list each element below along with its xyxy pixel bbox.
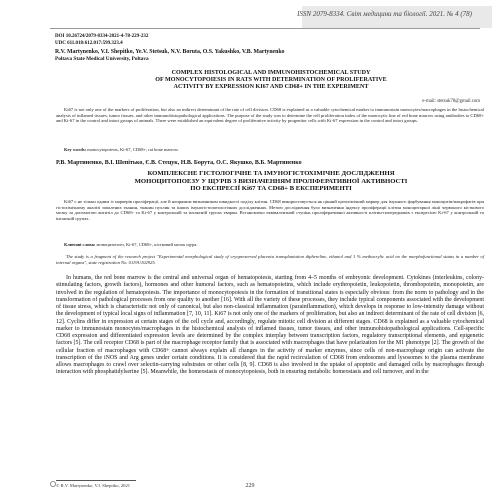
page-number: 229	[245, 483, 255, 489]
copyright: © R.V. Martynenko, V.I. Shepitko, 2021	[56, 483, 131, 488]
header-rule	[50, 28, 480, 29]
english-keywords-label: Key words:	[64, 147, 87, 152]
footer-rule	[56, 480, 136, 481]
ukrainian-keywords-label: Ключові слова:	[64, 242, 96, 247]
ukrainian-title-line: МОНОЦИТОПОЕЗУ У ЩУРІВ З ВИЗНАЧЕННЯМ ПРОЛІФЕРАТИВНОЇ АКТИВНОСТІ	[134, 177, 408, 185]
udc: UDC 611.018:612.017:599.323.4	[55, 41, 123, 46]
ukrainian-keywords	[64, 242, 197, 247]
funding-note	[56, 254, 484, 265]
ukrainian-abstract-text: Ki67 є не тільки одним із маркерів проліферації, але й непрямим визначником швидкості поділу клітин. CD68 використовується як цінний цитохімічний маркер для імунного фарбування моноцитів/макрофагів при гістохімічному аналізі запалених тканин, тканин пухлин та інших імуногістопатологічних дослідженнях. Метою дослідження було визначення індексу проліферації клітин моноцитарної лінії червоного кісткового мозку за допомогою антитіл до CD68+ та Ki-67 у контрольній та інтактній групах тварин. Встановлено еквівалентний ступінь проліферативної активності клітин-попередників з експресією Ki-67 у контрольній та інтактній групах.	[56, 199, 484, 222]
funding-text: The study is a fragment of the research project "Experimental morphological study of cryopreserved placenta transplantation diphereline, ethanol and 1 % methacrylic acid on the morphofunctional status in a number of internal organs", state registration No. 0119U102925.	[56, 254, 484, 265]
english-title	[56, 70, 486, 92]
english-keywords	[64, 147, 179, 152]
doi: DOI 10.26724/2079-8334-2021-4-78-229-232	[55, 34, 149, 39]
body-text	[56, 275, 484, 377]
english-abstract-text: Ki67 is not only one of the markers of proliferation, but also an indirect determinant of the rate of cell division. CD68 is explained as a valuable cytochemical marker to immunostain monocytes/macrophages in the histochemical analysis of inflamed tissues, tumor tissues, and other immunohistopathological applications. The purpose of the study was to determine the cell proliferation index of the monocytic line of red bone marrow using antibodies to CD68+ and Ki-67 in the control and intact groups of animals. There were established an equivalent degree of proliferative activity by progenitor cells with Ki-67 expression in the control and intact groups.	[56, 107, 484, 124]
body-paragraph: In humans, the red bone marrow is the central and universal organ of hematopoiesis, starting from 4–5 months of embryonic development. Cytokines (interleukins, colony-stimulating factors, growth factors), hormones and other humoral factors, such as hematopoietins, which include erythropoietin, leukopoietin, thrombopoietin, monopoietin, are involved in the regulation of hematopoiesis. The importance of monocytopoiesis in the formation of transitional states is especially obvious: from the norm to pathology and in the transformation of pathological processes from one quality to another [16]. With all the variety of these processes, they include typical components associated with the development of tissue stress, which is characteristic not only of canonical, but also non-classical inflammation (parainflammation), which develops in response to low-intensity damage without the development of typical local signs of inflammation [7, 10, 11]. Ki67 is not only one of the markers of proliferation, but also an indirect determinant of the rate of cell division [6, 12]. Cyclins differ in expression at certain stages of the cell cycle and, accordingly, regulate mitotic cell division at different stages. CD68 is explained as a valuable cytochemical marker to immunostain monocytes/macrophages in the histochemical analysis of inflamed tissues, tumor tissues, and other immunohistopathological applications. Cell-specific CD68 expression and differentiated expression levels are determined by the complex interplay between transcription factors, regulatory transcriptional elements, and epigenetic factors [5]. The cell receptor CD68 is part of the macrophage receptor family that is associated with macrophages that have polarization for the M1 phenotype [2]. The growth of the cellular fraction of macrophages with CD68+ cannot always explain all changes in the activity of marker enzymes, since cells of non-macrophage origin can activate the transcription of the iNOS and Arg genes under certain conditions. It is considered that the rapid recirculation of CD68 from endosomes and lysosomes to the plasma membrane allows macrophages to crawl over selectin-carrying substrates or other cells [8, 9]. CD68 is also involved in the uptake of apoptotic and damaged cells by macrophages through interaction with phosphatidylserine [5]. Meanwhile, the homeostasis of monocytopoiesis, both in ensuring metabolic homeostasis and cell turnover, and in the	[56, 275, 484, 376]
ukrainian-title	[56, 170, 486, 193]
contact-email: e-mail: stetsuk78@gmail.com	[422, 99, 480, 104]
english-title-line: COMPLEX HISTOLOGICAL AND IMMUNOHISTOCHEMICAL STUDY	[171, 70, 371, 76]
ukrainian-title-line: ПО ЕКСПРЕСІЇ Ki67 ТА CD68+ В ЕКСПЕРИМЕНТІ	[190, 185, 352, 193]
english-title-line: OF MONOCYTOPOIESIS IN RATS WITH DETERMINATION OF PROLIFERATIVE	[155, 77, 387, 84]
ukrainian-title-line: КОМПЛЕКСНЕ ГІСТОЛОГІЧНЕ ТА ІМУНОГІСТОХІМІЧНЕ ДОСЛІДЖЕННЯ	[147, 170, 395, 177]
ukrainian-abstract	[56, 199, 484, 222]
english-keywords-text: monocytopoiesis, Ki-67, CD68+, rat bone marrow.	[86, 147, 179, 152]
english-authors: R.V. Martynenko, V.I. Shepitko, Ye.V. Stetsuk, N.V. Boruta, O.S. Yakushko, V.B. Martynenko	[55, 49, 285, 55]
journal-header: ISSN 2079-8334. Світ медицини та біології. 2021. № 4 (78)	[297, 10, 472, 18]
ukrainian-keywords-text: моноцитопоез, Ki-67, CD68+, кістковий мозок щура.	[95, 242, 198, 247]
english-abstract	[56, 107, 484, 124]
english-affiliation: Poltava State Medical University, Poltava	[55, 56, 149, 62]
ukrainian-authors: Р.В. Мартиненко, В.І. Шепітько, Є.В. Стецук, Н.В. Борута, О.С. Якушко, В.Б. Мартиненко	[56, 160, 302, 166]
english-title-line: ACTIVITY BY EXPRESSION KI67 AND CD68+ IN THE EXPERIMENT	[173, 84, 369, 91]
